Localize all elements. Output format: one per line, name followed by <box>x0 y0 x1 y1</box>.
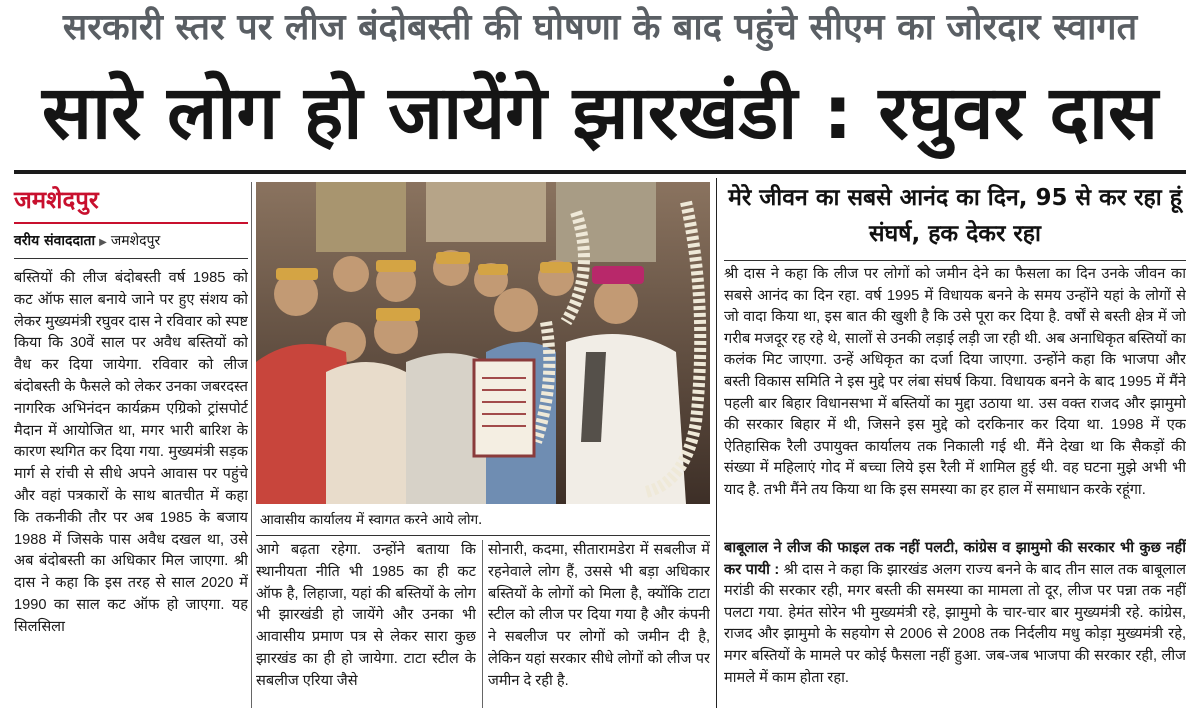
sidebar-column-1: श्री दास ने कहा कि लीज पर लोगों को जमीन देने का फैसला का दिन उनके जीवन का सबसे आनंद का दिन रहा. वर्ष 1995 में विधायक बनने के समय उन्होंने यहां के लोगों से जो वादा किया था, इस बात की खुशी है कि उसे पूरा कर दिया है. वर्षों से बस्ती क्षेत्र में जो गरीब मजदूर रह रहे थे, सालों से उनकी लड़ाई लड़ी जा रही थी. अब अनाधिकृत बस्तियों का कलंक मिट जाएगा. उन्हें अधिकृत का दर्जा दिया जाएगा. उन्होंने कहा कि भाजपा और बस्ती विकास समिति ने इस मुद्दे पर लंबा संघर्ष किया. विधायक बनने के बाद 1995 में मैंने पहली बार बिहार विधानसभा में बस्तियों का मुद्दा उठाया था. उस वक्त राजद और झामुमो की सरकार बिहार में थी, जिसने इस मुद्दे को दरकिनार कर दिया था. 1998 में एक ऐतिहासिक रैली उपायुक्त कार्यालय तक निकाली गई थी. मैंने देखा था कि सैकड़ों की संख्या में महिलाएं गोद में बच्चा लिये इस रैली में शामिल हुई थी. वह घटना मुझे अभी भी याद है. तभी मैंने तय किया था कि इस समस्या का हर हाल में समाधान करके रहूंगा. <box>724 266 1186 498</box>
dateline: जमशेदपुर <box>14 186 99 214</box>
photo-illustration <box>256 182 710 504</box>
subheading-inline: बाबूलाल ने लीज की फाइल तक नहीं पलटी, कांग्रेस व झामुमो की सरकार भी कुछ नहीं कर पायी : <box>724 540 1186 578</box>
column-divider <box>482 540 483 708</box>
sidebar-column-2-text: श्री दास ने कहा कि झारखंड अलग राज्य बनने के बाद तीन साल तक बाबूलाल मरांडी की सरकार रही, मगर बस्ती की समस्या का मामला तो दूर, लीज पर पन्ना तक नहीं पलटा गया. हेमंत सोरेन भी मुख्यमंत्री रहे, झामुमो के चार-चार बार मुख्यमंत्री रहे. कांग्रेस, राजद और झामुमो के सहयोग से 2006 से 2008 तक निर्दलीय मधु कोड़ा मुख्यमंत्री रहे, मगर बस्तियों के मामले पर कोई फैसला नहीं हुआ. जब-जब भाजपा की सरकार रही, लीज मामले में काम होता रहा. <box>724 561 1186 686</box>
byline-separator-icon: ▶ <box>99 237 107 248</box>
byline-author: वरीय संवाददाता <box>14 233 96 249</box>
article-column-3: सोनारी, कदमा, सीतारामडेरा में सबलीज में रहनेवाले लोग हैं, उससे भी बड़ा अधिकार बस्तियों के लोगों को मिला है, क्योंकि टाटा स्टील को लीज पर दिया गया है और कंपनी ने सबलीज पर लोगों को जमीन दी है, लेकिन यहां सरकार सीधे लोगों को लीज पर जमीन दे रही है. <box>488 542 710 689</box>
column-divider <box>251 182 252 708</box>
sidebar-column-2 <box>724 538 1186 708</box>
sidebar-headline-rule <box>724 260 1186 261</box>
byline <box>14 228 248 254</box>
headline-rule <box>14 170 1186 174</box>
photo-caption: आवासीय कार्यालय में स्वागत करने आये लोग. <box>260 512 483 528</box>
caption-rule <box>256 535 710 536</box>
byline-place: जमशेदपुर <box>110 233 161 249</box>
sidebar-headline: मेरे जीवन का सबसे आनंद का दिन, 95 से कर रहा हूं संघर्ष, हक देकर रहा <box>728 185 1182 247</box>
news-photo <box>256 182 710 504</box>
kicker-headline: सरकारी स्तर पर लीज बंदोबस्ती की घोषणा के बाद पहुंचे सीएम का जोरदार स्वागत <box>62 7 1138 48</box>
byline-rule <box>14 258 248 259</box>
dateline-rule <box>14 222 248 224</box>
article-column-2: आगे बढ़ता रहेगा. उन्होंने बताया कि स्थानीयता नीति भी 1985 का ही कट ऑफ है, लिहाजा, यहां की बस्तियों के लोग भी झारखंडी हो जायेंगे और उनका भी आवासीय प्रमाण पत्र से लेकर सारा कुछ झारखंड का ही हो जायेगा. टाटा स्टील के सबलीज एरिया जैसे <box>256 542 476 689</box>
article-column-1: बस्तियों की लीज बंदोबस्ती वर्ष 1985 को कट ऑफ साल बनाये जाने पर हुए संशय को लेकर मुख्यमंत्री रघुवर दास ने रविवार को स्पष्ट किया कि 30वें साल पर अवैध बस्तियों को वैध कर दिया जायेगा. रविवार को लीज बंदोबस्ती के फैसले को लेकर उनका जबरदस्त नागरिक अभिनंदन कार्यक्रम एग्रिको ट्रांसपोर्ट मैदान में आयोजित था, मगर भारी बारिश के कारण स्थगित कर दिया गया. मुख्यमंत्री सड़क मार्ग से रांची से सीधे अपने आवास पर पहुंचे और वहां पत्रकारों के साथ बातचीत में कहा कि तकनीकी तौर पर अब 1985 के बजाय 1988 में जिसके पास अवैध दखल था, उसे अब बंदोबस्ती का अधिकार मिल जाएगा. श्री दास ने कहा कि इस तरह से साल 2020 में 1990 का साल कट ऑफ हो जाएगा. यह सिलसिला <box>14 270 248 635</box>
section-divider <box>716 178 717 708</box>
main-headline: सारे लोग हो जायेंगे झारखंडी : रघुवर दास <box>41 70 1159 156</box>
